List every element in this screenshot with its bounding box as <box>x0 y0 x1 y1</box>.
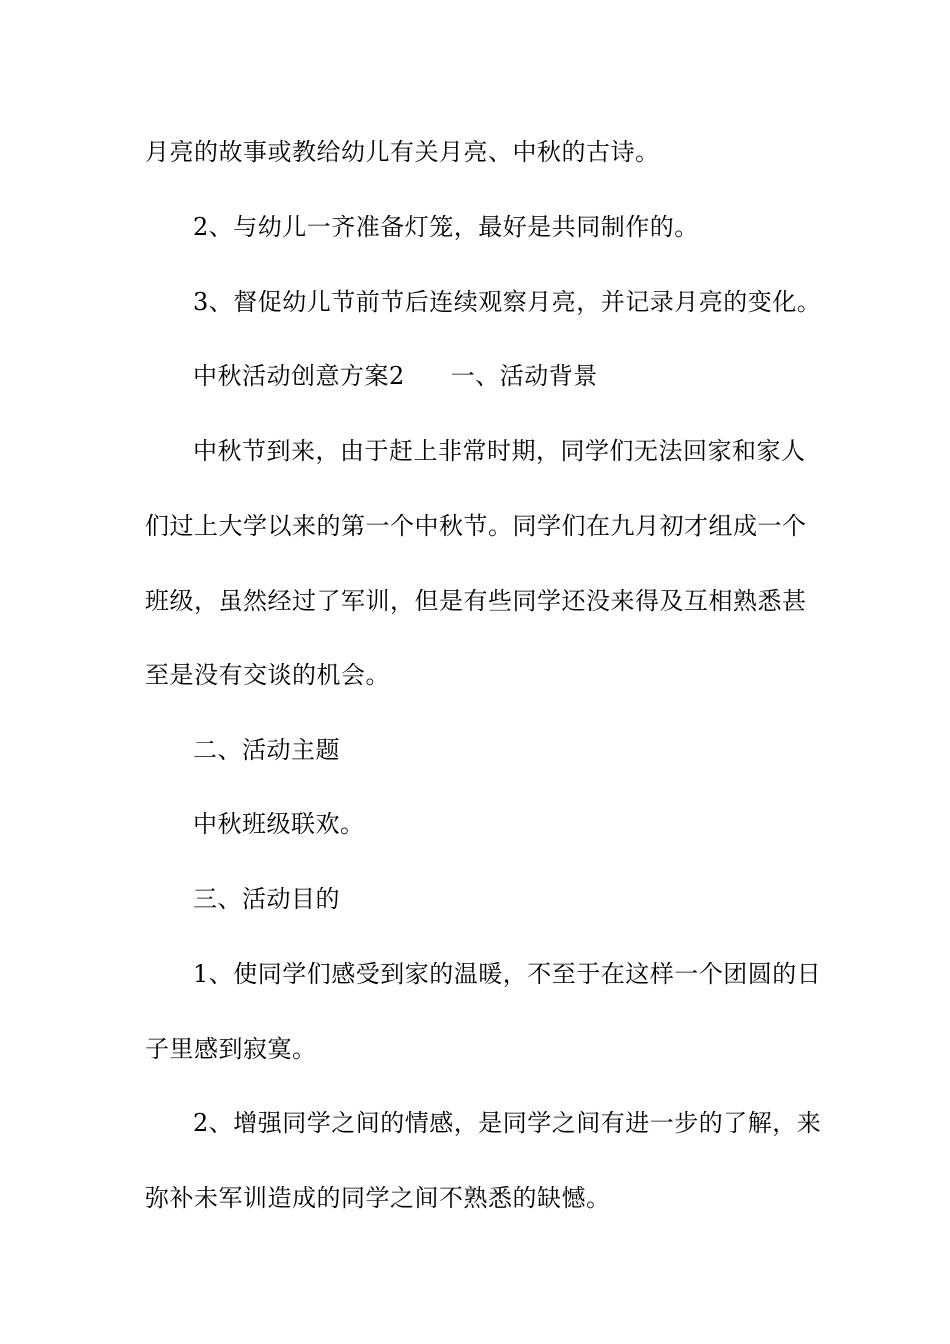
section-heading: 三、活动目的 <box>193 885 340 913</box>
paragraph-line: 中秋班级联欢。 <box>193 810 365 838</box>
list-item: 3、督促幼儿节前节后连续观察月亮，并记录月亮的变化。 <box>193 288 822 316</box>
paragraph-line: 弥补未军训造成的同学之间不熟悉的缺憾。 <box>145 1184 611 1212</box>
paragraph-line: 至是没有交谈的机会。 <box>145 661 390 689</box>
list-item: 2、增强同学之间的情感，是同学之间有进一步的了解，来 <box>193 1109 822 1137</box>
list-item: 1、使同学们感受到家的温暖，不至于在这样一个团圆的日 <box>193 960 822 988</box>
section-heading: 一、活动背景 <box>450 362 598 390</box>
paragraph-line: 们过上大学以来的第一个中秋节。同学们在九月初才组成一个 <box>145 512 807 540</box>
list-item: 2、与幼儿一齐准备灯笼，最好是共同制作的。 <box>193 213 699 241</box>
paragraph-line: 班级，虽然经过了军训，但是有些同学还没来得及互相熟悉甚 <box>145 587 807 615</box>
paragraph-line: 中秋节到来，由于赶上非常时期，同学们无法回家和家人 <box>193 437 806 465</box>
paragraph-line: 子里感到寂寞。 <box>145 1035 317 1063</box>
section-heading: 二、活动主题 <box>193 736 340 764</box>
heading-line <box>193 360 815 392</box>
section-title: 中秋活动创意方案2 <box>193 362 405 390</box>
text-line: 月亮的故事或教给幼儿有关月亮、中秋的古诗。 <box>145 138 660 166</box>
